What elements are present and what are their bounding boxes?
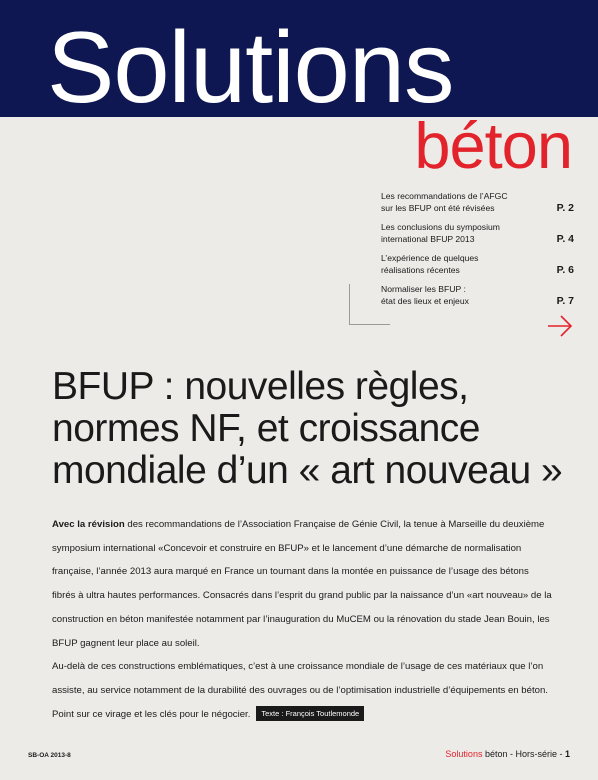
- toc-item-title: L’expérience de quelques réalisations récentes: [381, 253, 479, 275]
- intro-paragraph-text: Au-delà de ces constructions emblématiques, c’est à une croissance mondiale de l’usage de ces matériaux que l’on assiste, au service notamment de la durabilité des ouvrages ou de l’optimisation industrielle d’équipements en béton. Point sur ce virage et les clés pour le négocier.: [52, 661, 548, 720]
- toc-item-page: P. 6: [556, 264, 574, 276]
- page-number: 1: [564, 749, 570, 759]
- intro-paragraph-text: des recommandations de l’Association Française de Génie Civil, la tenue à Marseille du deuxième symposium international «Concevoir et construire en BFUP» et le lancement d’une démarche de normalisation française, l’année 2013 aura marqué en France un tournant dans la montée en puissance de l’usage des bétons fibrés à ultra hautes performances. Consacrés dans l’esprit du grand public par la naissance d’un «art nouveau» de la construction en béton manifestée notamment par l’inauguration du MuCEM ou la rénovation du stade Jean Bouin, les BFUP gagnent leur place au soleil.: [52, 519, 552, 649]
- bracket-divider-vertical: [349, 284, 350, 324]
- masthead-subtitle: béton: [414, 109, 572, 182]
- author-credit: Texte : François Toutlemonde: [256, 706, 364, 721]
- toc-item[interactable]: [381, 221, 574, 251]
- toc-item[interactable]: [381, 252, 574, 282]
- headline: [52, 366, 582, 492]
- toc-item-title: Normaliser les BFUP : état des lieux et enjeux: [381, 284, 469, 306]
- headline-line: BFUP : nouvelles règles,: [52, 365, 469, 408]
- footer-folio: [445, 749, 570, 759]
- intro-text: [52, 513, 552, 726]
- toc-item-page: P. 4: [556, 233, 574, 245]
- toc-item-title: Les recommandations de l’AFGC sur les BFUP ont été révisées: [381, 191, 508, 213]
- footer-brand: Solutions: [445, 749, 483, 759]
- headline-line: mondiale d’un « art nouveau »: [52, 449, 563, 492]
- bracket-divider-horizontal: [349, 324, 390, 325]
- table-of-contents: [381, 190, 574, 314]
- intro-paragraph: [52, 655, 552, 726]
- intro-lead: Avec la révision: [52, 519, 125, 530]
- toc-item-title: Les conclusions du symposium international BFUP 2013: [381, 222, 500, 244]
- masthead-title: Solutions: [47, 12, 454, 124]
- intro-paragraph: [52, 513, 552, 655]
- toc-item-page: P. 2: [556, 202, 574, 214]
- toc-item[interactable]: [381, 190, 574, 220]
- footer-publication: béton - Hors-série -: [482, 749, 565, 759]
- headline-line: normes NF, et croissance: [52, 407, 480, 450]
- footer-code: SB-OA 2013-8: [28, 752, 71, 759]
- toc-item[interactable]: [381, 283, 574, 313]
- arrow-right-icon[interactable]: [547, 315, 573, 337]
- toc-item-page: P. 7: [556, 295, 574, 307]
